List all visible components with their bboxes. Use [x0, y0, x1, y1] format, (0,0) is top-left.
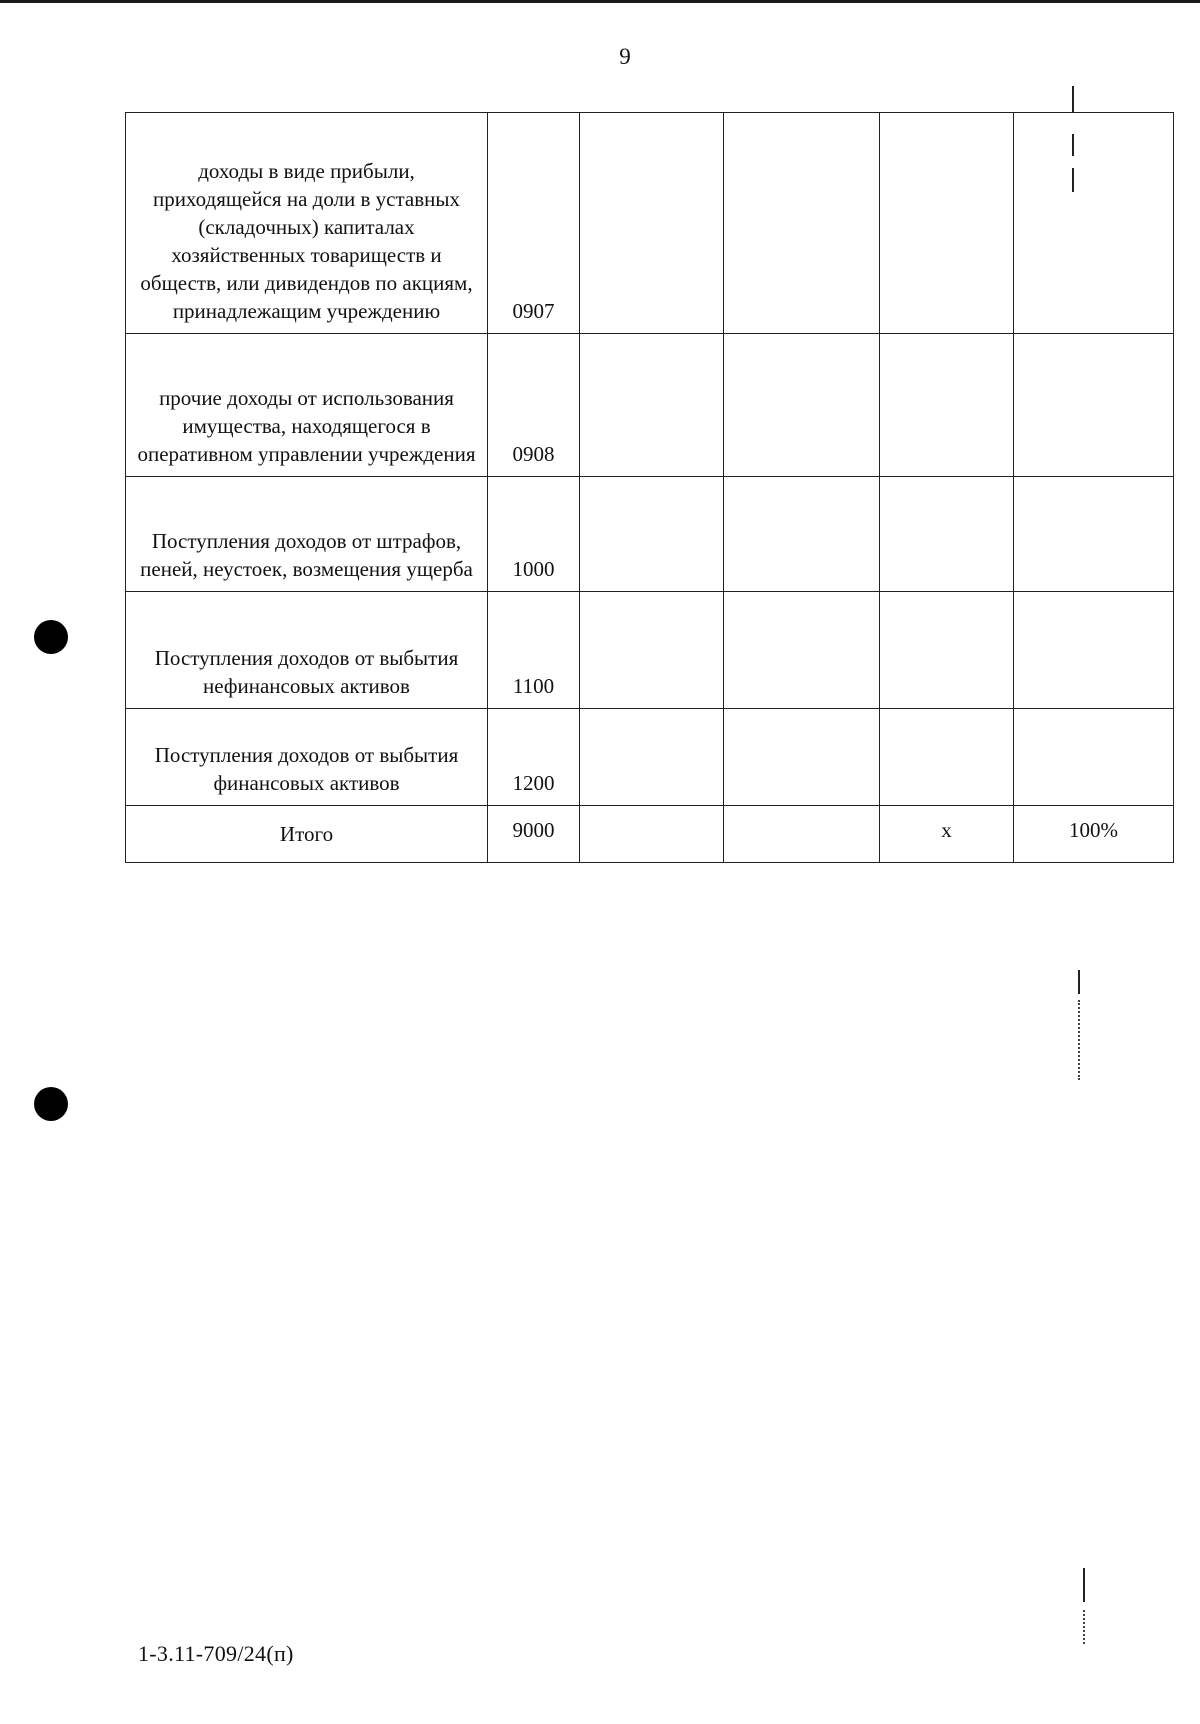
row-cell-col5 [880, 709, 1014, 806]
row-cell-col6 [1014, 592, 1174, 709]
row-cell-col5 [880, 334, 1014, 477]
punch-hole [34, 620, 68, 654]
row-cell-col6 [1014, 477, 1174, 592]
income-table [125, 112, 1174, 863]
document-code: 1-3.11-709/24(п) [138, 1641, 294, 1666]
scan-artifact-mark [1083, 1610, 1085, 1644]
row-cell-col3 [580, 709, 724, 806]
row-cell-col4 [724, 709, 880, 806]
table-row [126, 334, 1174, 477]
row-cell-col5 [880, 592, 1014, 709]
table-row [126, 477, 1174, 592]
row-name: доходы в виде прибыли, приходящейся на доли в уставных (складочных) капиталах хозяйственных товариществ и обществ, или дивидендов по акциям, принадлежащим учреждению [126, 113, 488, 334]
scan-artifact-mark [1072, 86, 1074, 112]
total-label: Итого [126, 806, 488, 863]
row-cell-col3 [580, 477, 724, 592]
table-row [126, 113, 1174, 334]
row-cell-col3 [580, 592, 724, 709]
row-cell-col5 [880, 477, 1014, 592]
scan-top-edge [0, 0, 1200, 3]
row-code: 1000 [488, 477, 580, 592]
table-row [126, 592, 1174, 709]
row-cell-col4 [724, 477, 880, 592]
row-name: Поступления доходов от выбытия финансовых активов [126, 709, 488, 806]
page-number: 9 [619, 44, 631, 69]
scan-artifact-mark [1078, 1000, 1080, 1080]
row-code: 1100 [488, 592, 580, 709]
total-cell-col3 [580, 806, 724, 863]
row-name: Поступления доходов от штрафов, пеней, неустоек, возмещения ущерба [126, 477, 488, 592]
punch-hole [34, 1087, 68, 1121]
scan-artifact-mark [1072, 134, 1074, 156]
row-cell-col6 [1014, 334, 1174, 477]
table-row [126, 709, 1174, 806]
scan-artifact-mark [1072, 168, 1074, 192]
total-cell-col6: 100% [1014, 806, 1174, 863]
row-cell-col4 [724, 113, 880, 334]
total-row [126, 806, 1174, 863]
row-cell-col6 [1014, 113, 1174, 334]
row-cell-col3 [580, 334, 724, 477]
row-name: прочие доходы от использования имущества, находящегося в оперативном управлении учреждения [126, 334, 488, 477]
scan-artifact-mark [1078, 970, 1080, 994]
row-code: 1200 [488, 709, 580, 806]
row-code: 0907 [488, 113, 580, 334]
row-code: 0908 [488, 334, 580, 477]
row-cell-col3 [580, 113, 724, 334]
row-cell-col4 [724, 592, 880, 709]
row-cell-col5 [880, 113, 1014, 334]
total-code: 9000 [488, 806, 580, 863]
scan-artifact-mark [1083, 1568, 1085, 1602]
row-cell-col4 [724, 334, 880, 477]
row-cell-col6 [1014, 709, 1174, 806]
total-cell-col4 [724, 806, 880, 863]
total-cell-col5: х [880, 806, 1014, 863]
row-name: Поступления доходов от выбытия нефинансовых активов [126, 592, 488, 709]
